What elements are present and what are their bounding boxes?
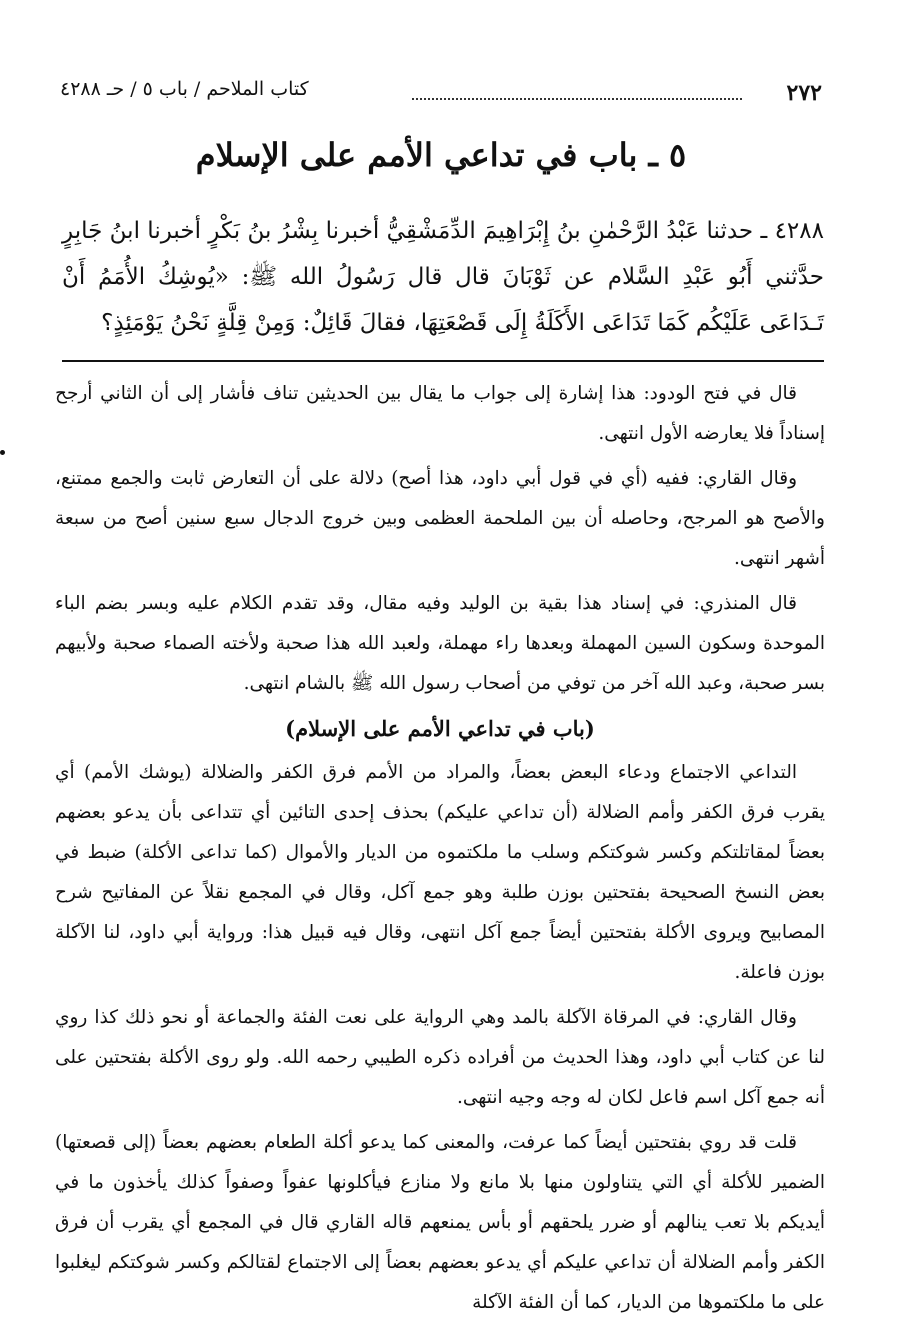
section-divider xyxy=(62,360,824,362)
commentary-paragraph-1: قال في فتح الودود: هذا إشارة إلى جواب ما يقال بين الحديثين تناف فأشار إلى أن الثاني أرجح إسناداً فلا يعارضه الأول انتهى. xyxy=(55,383,825,444)
commentary-paragraph-4: التداعي الاجتماع ودعاء البعض بعضاً، والمراد من الأمم فرق الكفر والضلالة (يوشك الأمم) أي يقرب فرق الكفر وأمم الضلالة (أن تداعي عليكم) بحذف إحدى التائين أي تتداعى بأن يدعو بعضهم بعضاً لمقاتلتكم وكسر شوكتكم وسلب ما ملكتموه من الديار والأموال (كما تداعى الأكلة) ضبط في بعض النسخ الصحيحة بفتحتين بوزن طلبة وهو جمع آكل، وقال في المجمع نقلاً عن المفاتيح شرح المصابيح ويروى الأكلة بفتحتين أيضاً جمع آكل انتهى، وقال فيه قبيل هذا: ورواية أبي داود، لنا الآكلة بوزن فاعلة. xyxy=(55,762,825,983)
running-header-title: كتاب الملاحم / باب ٥ / حـ ٤٢٨٨ xyxy=(60,78,309,100)
commentary-paragraph-2: وقال القاري: ففيه (أي في قول أبي داود، هذا أصح) دلالة على أن التعارض ثابت والجمع ممتنع، والأصح هو المرجح، وحاصله أن بين الملحمة العظمى وبين خروج الدجال سبع سنين أصح من سبعة أشهر انتهى. xyxy=(55,468,825,569)
commentary xyxy=(55,374,825,1328)
page-number: ٢٧٢ xyxy=(786,80,822,106)
commentary-subheading: (باب في تداعي الأمم على الإسلام) xyxy=(285,716,595,741)
header-dotted-leader xyxy=(412,98,742,100)
commentary-paragraph-5: وقال القاري: في المرقاة الآكلة بالمد وهي الرواية على نعت الفئة والجماعة أو نحو ذلك كذا روي لنا عن كتاب أبي داود، وهذا الحديث من أفراده ذكره الطيبي رحمه الله. ولو روى الأكلة بفتحتين على أنه جمع آكل اسم فاعل لكان له وجه وجيه انتهى. xyxy=(55,1007,825,1108)
hadith-text: ٤٢٨٨ ـ حدثنا عَبْدُ الرَّحْمٰنِ بنُ إِبْرَاهِيمَ الدِّمَشْقِيُّ أخبرنا بِشْرُ بنُ بَكْرٍ أخبرنا ابنُ جَابِرٍ حدَّثني أَبُو عَبْدِ السَّلام عن ثَوْبَانَ قال قال رَسُولُ الله ﷺ: «يُوشِكُ الأُمَمُ أَنْ تَـدَاعَى عَلَيْكُم كَمَا تَدَاعَى الأَكَلَةُ إِلَى قَصْعَتِهَا، فقالَ قَائِلٌ: وَمِنْ قِلَّةٍ نَحْنُ يَوْمَئِذٍ؟ xyxy=(62,218,824,336)
running-header xyxy=(60,78,822,112)
margin-mark xyxy=(0,450,5,455)
commentary-paragraph-3: قال المنذري: في إسناد هذا بقية بن الوليد وفيه مقال، وقد تقدم الكلام عليه وبسر بضم الباء الموحدة وسكون السين المهملة وبعدها راء مهملة، ولعبد الله هذا صحبة ولأخته الصماء صحبة ولأبيهم بسر صحبة، وعبد الله آخر من توفي من أصحاب رسول الله ﷺ بالشام انتهى. xyxy=(55,593,825,694)
commentary-paragraph-6: قلت قد روي بفتحتين أيضاً كما عرفت، والمعنى كما يدعو أكلة الطعام بعضهم بعضاً (إلى قصعتها) الضمير للأكلة أي التي يتناولون منها بلا مانع ولا منازع فيأكلونها عفواً وصفواً كذلك يأخذون ما في أيديكم بلا تعب ينالهم أو ضرر يلحقهم أو بأس يمنعهم قاله القاري قال في المجمع أي يقرب أن فرق الكفر وأمم الضلالة أن تداعي عليكم أي يدعو بعضهم بعضاً إلى الاجتماع لقتالكم وكسر شوكتكم ليغلبوا على ما ملكتموها من الديار، كما أن الفئة الآكلة xyxy=(55,1132,825,1313)
chapter-title: ٥ ـ باب في تداعي الأمم على الإسلام xyxy=(195,136,687,174)
